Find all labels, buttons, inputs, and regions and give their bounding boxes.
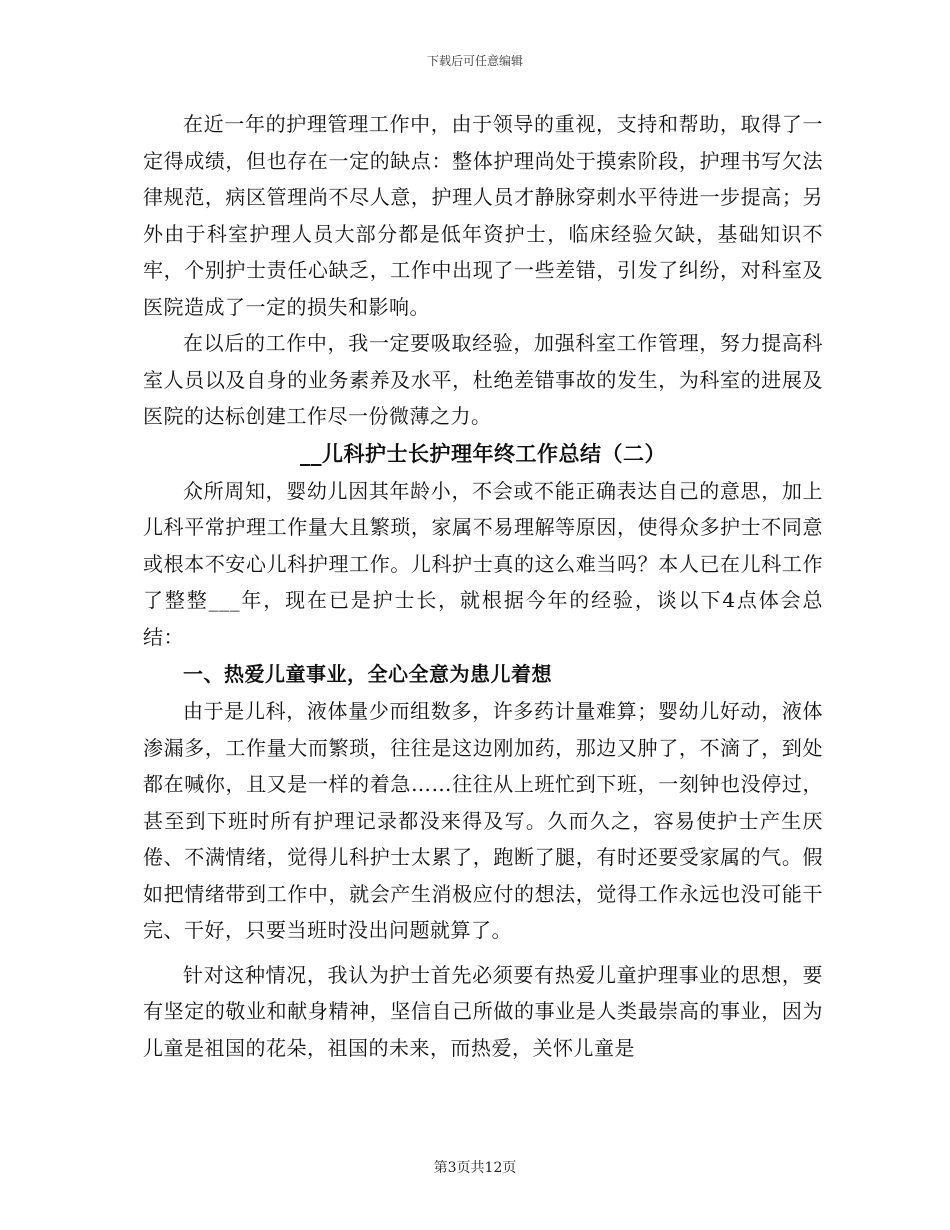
paragraph-summary: 在近一年的护理管理工作中，由于领导的重视，支持和帮助，取得了一定得成绩，但也存在一定的缺点：整体护理尚处于摸索阶段，护理书写欠法律规范，病区管理尚不尽人意，护理人员才静脉穿刺水平待进一步提高；另外由于科室护理人员大部分都是低年资护士，临床经验欠缺，基础知识不牢，个别护士责任心缺乏，工作中出现了一些差错，引发了纠纷，对科室及医院造成了一定的损失和影响。 <box>143 112 823 319</box>
header-note: 下载后可任意编辑 <box>426 54 523 68</box>
paragraph-workload: 由于是儿科，液体量少而组数多，许多药计量难算；婴幼儿好动，液体渗漏多，工作量大而繁琐，往往是这边刚加药，那边又肿了，不滴了，到处都在喊你，且又是一样的着急……往往从上班忙到下班，一刻钟也没停过，甚至到下班时所有护理记录都没来得及写。久而久之，容易使护士产生厌倦、不满情绪，觉得儿科护士太累了，跑断了腿，有时还要受家属的气。假如把情绪带到工作中，就会产生消极应付的想法，觉得工作永远也没可能干完、干好，只要当班时没出问题就算了。 <box>143 699 823 942</box>
paragraph-intro: 众所周知，婴幼儿因其年龄小，不会或不能正确表达自己的意思，加上儿科平常护理工作量大且繁琐，家属不易理解等原因，使得众多护士不同意或根本不安心儿科护理工作。儿科护士真的这么难当吗？本人已在儿科工作了整整___年，现在已是护士长，就根据今年的经验，谈以下4点体会总结： <box>143 478 823 649</box>
page-indicator: 第3页共12页 <box>433 1160 517 1176</box>
document-body <box>143 106 823 1066</box>
paragraph-response: 针对这种情况，我认为护士首先必须要有热爱儿童护理事业的思想，要有坚定的敬业和献身精神，坚信自己所做的事业是人类最崇高的事业，因为儿童是祖国的花朵，祖国的未来，而热爱，关怀儿童是 <box>143 962 823 1060</box>
section-title: __儿科护士长护理年终工作总结（二） <box>300 440 666 466</box>
sub-heading-1: 一、热爱儿童事业，全心全意为患儿着想 <box>183 662 552 686</box>
paragraph-future-plan: 在以后的工作中，我一定要吸取经验，加强科室工作管理，努力提高科室人员以及自身的业务素养及水平，杜绝差错事故的发生，为科室的进展及医院的达标创建工作尽一份微薄之力。 <box>143 331 823 428</box>
